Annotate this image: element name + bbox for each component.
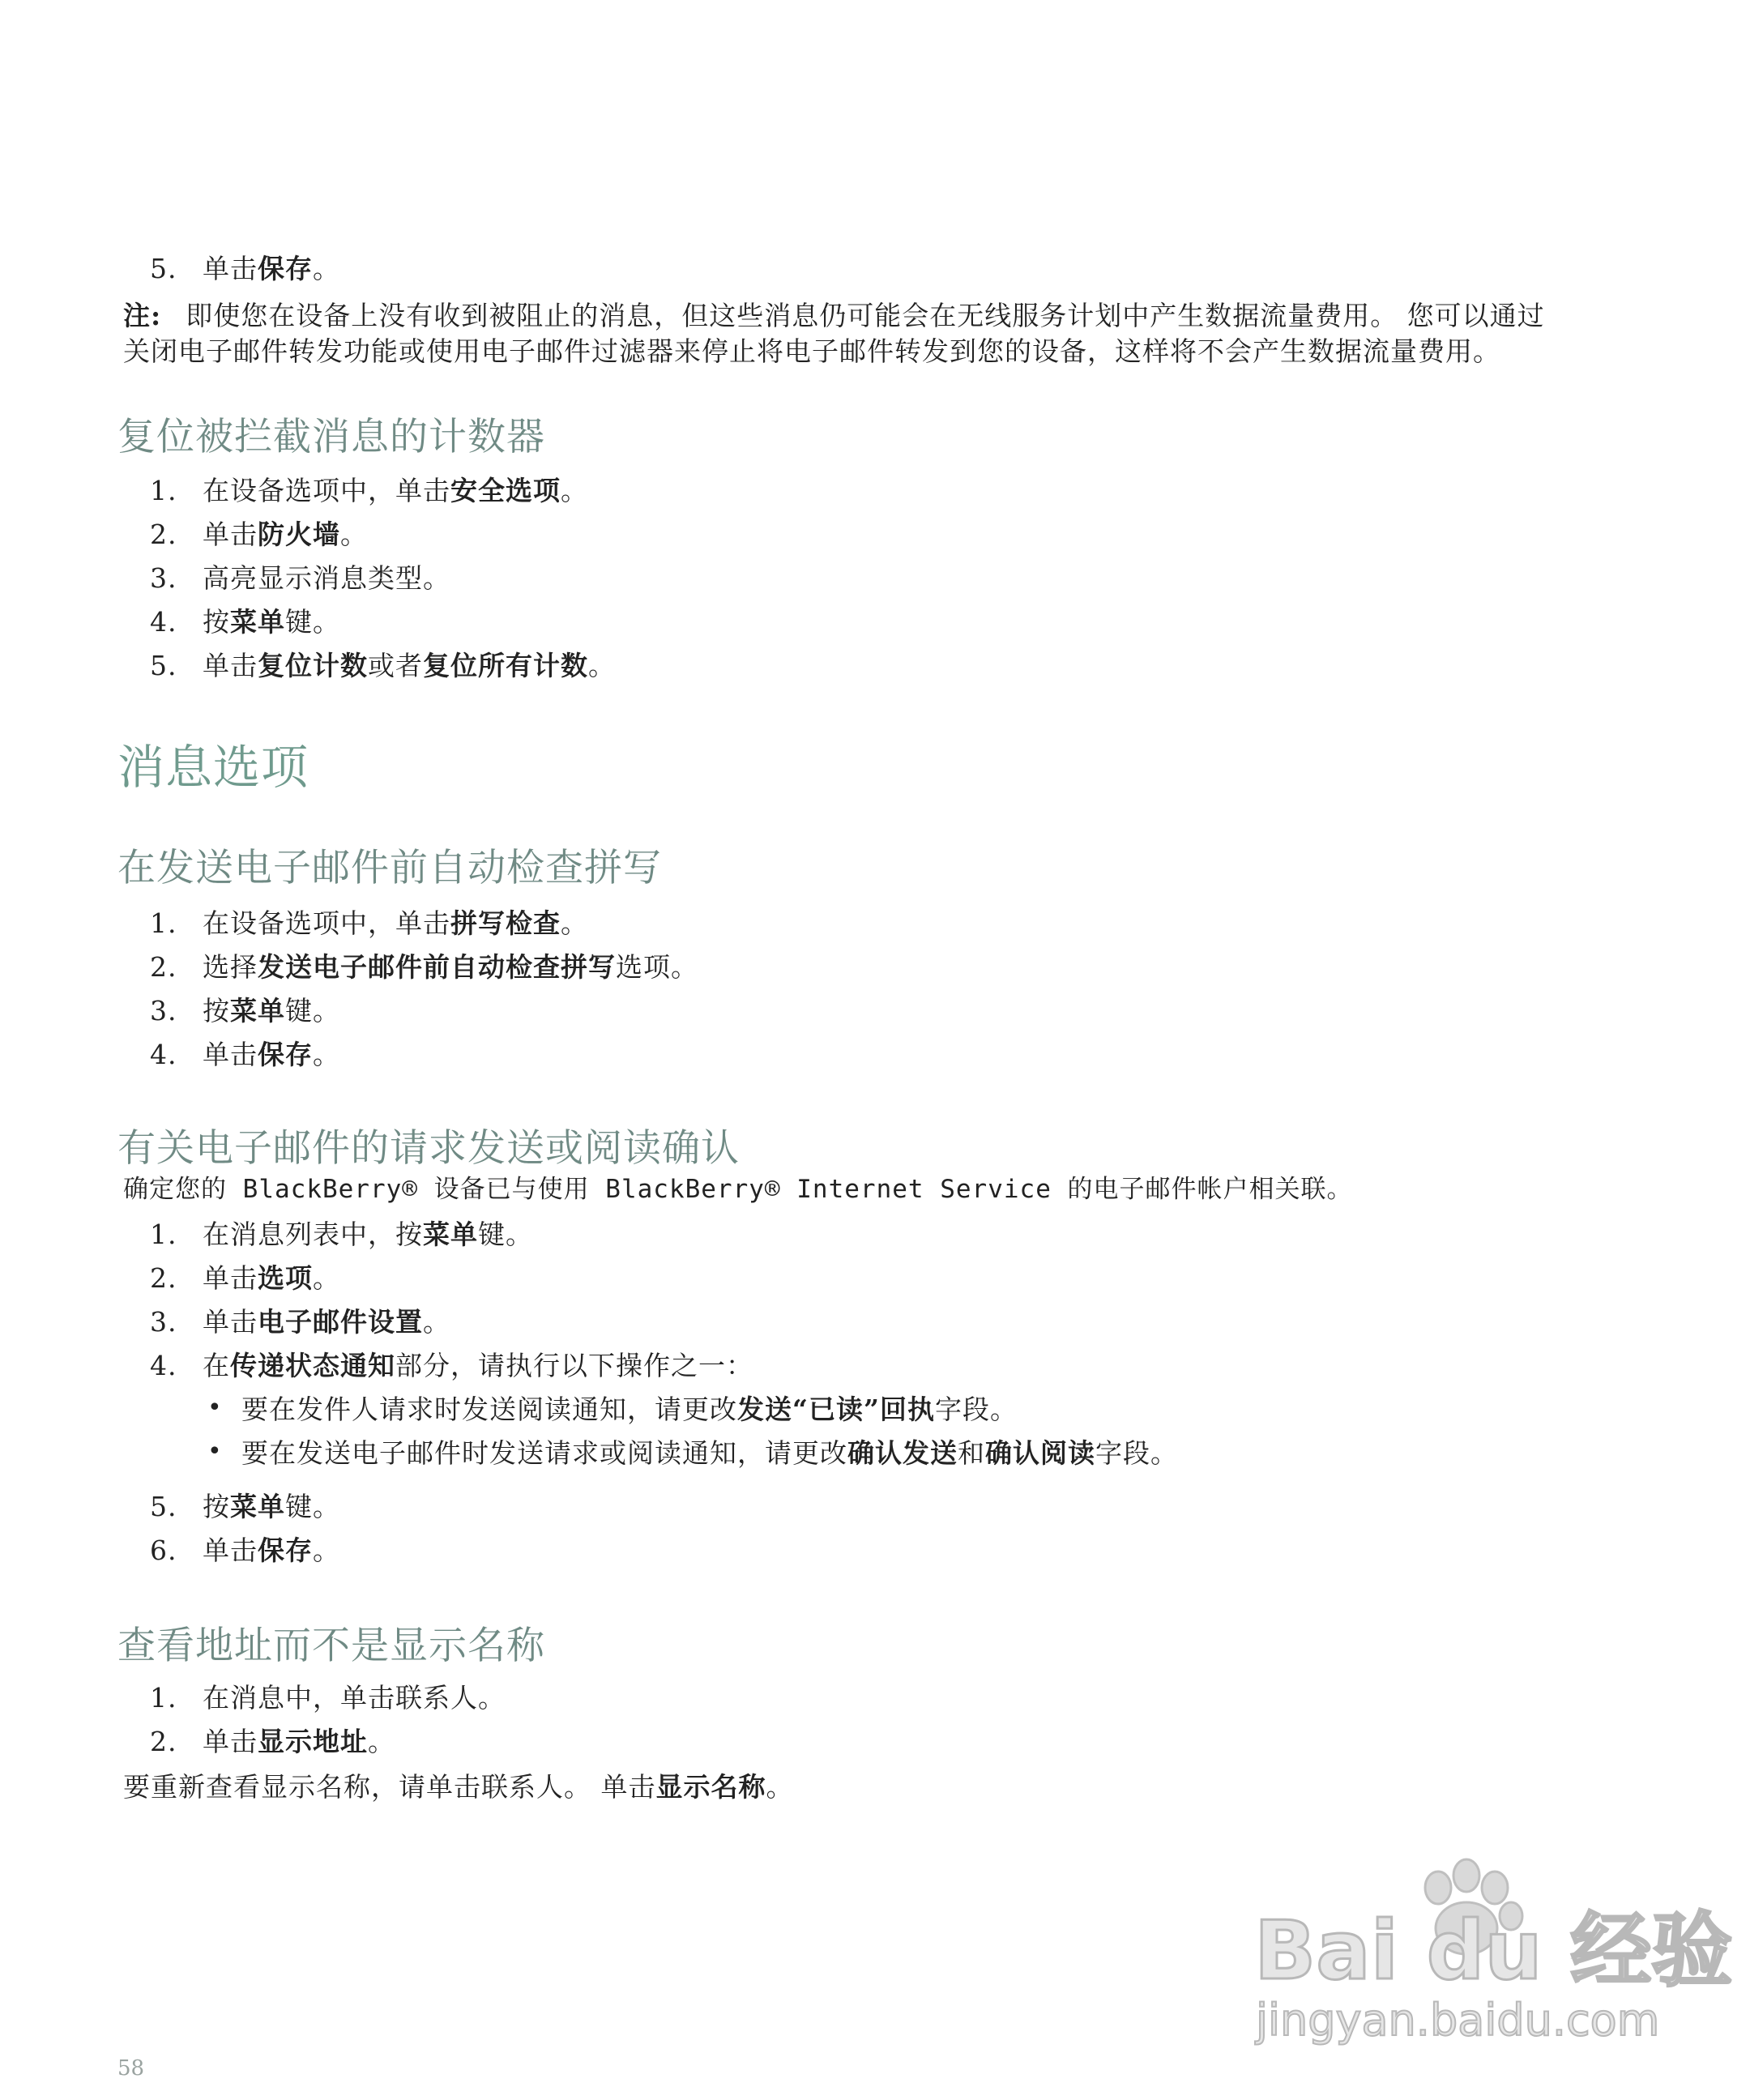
step-text: 按菜单键。 [203,606,340,638]
step-num: 1. [150,1682,177,1714]
step-text: 在传递状态通知部分，请执行以下操作之一： [203,1350,753,1381]
step-text: 单击保存。 [203,253,340,284]
bullet-icon: • [207,1437,222,1466]
watermark-url: jingyan.baidu.com [1256,1995,1660,2046]
bullet-icon: • [207,1394,222,1422]
step-item: 5. [150,253,177,284]
chapter-title: 消息选项 [117,740,309,795]
page-number: 58 [117,2056,145,2081]
step-text: 单击保存。 [203,1039,340,1070]
section-heading: 复位被拦截消息的计数器 [117,415,545,459]
watermark-logo: Bai du 经验 [1254,1903,1733,1998]
step-text: 在设备选项中，单击安全选项。 [203,475,588,506]
section-heading: 有关电子邮件的请求发送或阅读确认 [117,1126,740,1171]
step-num: 1. [150,1219,177,1250]
step-num: 6. [150,1534,177,1566]
step-num: 3. [150,562,177,594]
bullet-text: 要在发送电子邮件时发送请求或阅读通知，请更改确认发送和确认阅读字段。 [241,1437,1178,1469]
footer-note: 要重新查看显示名称，请单击联系人。 单击显示名称。 [123,1771,794,1803]
step-num: 2. [150,951,177,983]
section-heading: 在发送电子邮件前自动检查拼写 [117,846,662,890]
step-text: 单击保存。 [203,1534,340,1566]
baidu-paw-icon [1248,1839,1733,2046]
step-text: 在消息列表中，按菜单键。 [203,1219,533,1250]
note-block [123,300,1545,332]
section-intro: 确定您的 BlackBerry® 设备已与使用 BlackBerry® Internet Service 的电子邮件帐户相关联。 [123,1175,1353,1204]
step-text: 在设备选项中，单击拼写检查。 [203,907,588,939]
step-text: 按菜单键。 [203,995,340,1027]
step-num: 2. [150,1726,177,1757]
step-num: 1. [150,907,177,939]
note-line-1: 即使您在设备上没有收到被阻止的消息，但这些消息仍可能会在无线服务计划中产生数据流量费用。 您可以通过 [186,300,1545,331]
step-text: 高亮显示消息类型。 [203,562,450,594]
step-text: 单击显示地址。 [203,1726,395,1757]
step-text: 在消息中，单击联系人。 [203,1682,506,1714]
step-num: 5. [150,650,177,681]
step-text: 选择发送电子邮件前自动检查拼写选项。 [203,951,698,983]
step-text: 单击复位计数或者复位所有计数。 [203,650,616,681]
step-num: 3. [150,995,177,1027]
step-num: 1. [150,475,177,506]
note-label: 注: [123,300,162,331]
step-num: 4. [150,606,177,638]
step-text: 单击选项。 [203,1262,340,1294]
baidu-watermark [1248,1839,1733,2046]
step-text: 单击电子邮件设置。 [203,1306,450,1338]
bullet-text: 要在发件人请求时发送阅读通知，请更改发送“已读”回执字段。 [241,1394,1018,1425]
section-heading: 查看地址而不是显示名称 [117,1624,545,1668]
step-num: 5. [150,1491,177,1522]
step-num: 4. [150,1350,177,1381]
note-line-2: 关闭电子邮件转发功能或使用电子邮件过滤器来停止将电子邮件转发到您的设备，这样将不会产生数据流量费用。 [123,335,1500,367]
step-num: 2. [150,519,177,550]
step-text: 单击防火墙。 [203,519,368,550]
step-num: 4. [150,1039,177,1070]
step-text: 按菜单键。 [203,1491,340,1522]
step-num: 3. [150,1306,177,1338]
step-num: 2. [150,1262,177,1294]
